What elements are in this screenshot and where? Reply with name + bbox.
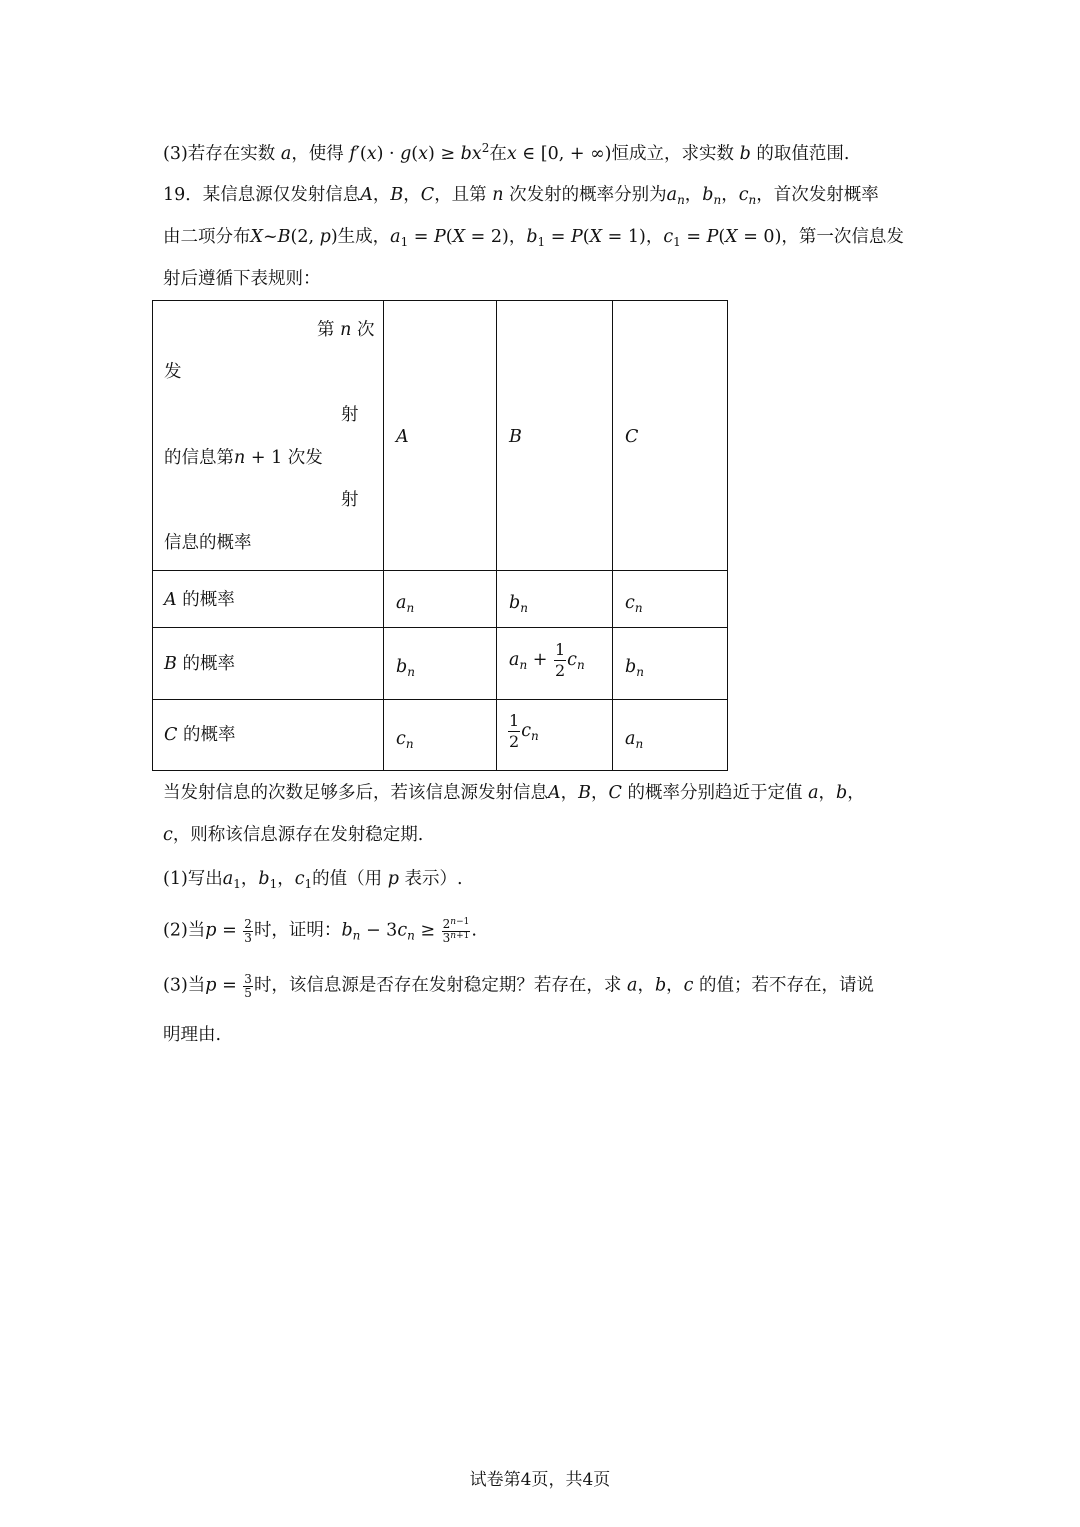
text: 由二项分布	[163, 227, 251, 247]
q19-part3-cont	[163, 1024, 221, 1046]
text: 射	[341, 405, 359, 425]
table-divider	[153, 699, 727, 700]
text: 的值；若不存在，请说	[699, 975, 875, 996]
fraction-three-fifths: $\frac{3}{5}$	[244, 972, 252, 1000]
table-header-corner-line4: 的信息第n + 1 次发	[164, 448, 323, 468]
q19-after-line2: c，则称该信息源存在发射稳定期.	[163, 825, 424, 845]
cell-c-c: $a_n$	[625, 729, 644, 751]
cell-a-a: $a_n$	[396, 593, 415, 615]
cell-c-a: $c_n$	[396, 729, 414, 751]
q19-part2: (2)当p = $\frac{2}{3}$ 时，证明：$b_n - 3c_n$ ≥ $\frac{2^{n-1}}{3^{n+1}}$ .	[163, 917, 477, 945]
cell-a-b: $b_n$	[509, 593, 528, 615]
row-label-b: B 的概率	[164, 654, 235, 674]
text: 生成，	[337, 227, 391, 247]
col-header-c: C	[625, 427, 639, 447]
page-footer: 试卷第4页，共4页	[469, 1470, 611, 1490]
text: 信息的概率	[164, 533, 252, 553]
transition-table	[152, 300, 728, 771]
text: 19．某信息源仅发射信息	[163, 185, 361, 205]
text: 1	[554, 640, 566, 659]
text: 2	[509, 732, 520, 751]
text: ，第一次信息发	[781, 227, 904, 247]
text: (3)若存在实数	[163, 144, 276, 164]
cell-b-c: $b_n$	[625, 657, 644, 679]
text: 的概率分别趋近于定值	[627, 783, 803, 803]
row-label-a: A 的概率	[164, 590, 235, 610]
text: 时，该信息源是否存在发射稳定期？若存在，求	[253, 975, 622, 996]
table-divider	[153, 627, 727, 628]
table-divider	[153, 570, 727, 571]
cell-a-c: $c_n$	[625, 593, 643, 615]
row-label-c: C 的概率	[164, 725, 236, 745]
table-header-corner-line6	[164, 532, 252, 554]
text: 的概率	[182, 590, 235, 610]
table-header-corner-line2	[164, 361, 182, 383]
text: (1)写出	[163, 869, 223, 889]
cell-c-b: $\frac{1}{2}$ $c_n$	[509, 711, 539, 751]
cell-b-b: $a_n$ + $\frac{1}{2}$ $c_n$	[509, 640, 585, 680]
fraction-two-thirds: $\frac{2}{3}$	[244, 917, 252, 945]
text: ，且第	[434, 185, 487, 205]
q19-intro-line2: 由二项分布X~B(2, p)生成，$a_1 = P(X = 2)$，$b_1 = P(X = 1)$，$c_1 = P(X = 0)$，第一次信息发	[163, 227, 904, 249]
text: ，首次发射概率	[756, 185, 879, 205]
col-header-b: B	[509, 427, 522, 447]
text: 射后遵循下表规则：	[163, 269, 321, 289]
text: 明理由.	[163, 1025, 222, 1045]
text: 时，证明：	[253, 920, 342, 941]
text: 射	[341, 490, 359, 510]
text: 次发	[287, 448, 323, 468]
table-header-corner-line3	[341, 404, 359, 426]
text: 的概率	[182, 654, 235, 674]
fraction-half	[508, 713, 520, 750]
text: 第	[317, 320, 335, 340]
text: 表示）.	[404, 869, 463, 889]
text: 1	[509, 711, 520, 730]
text: 恒成立，求实数	[611, 144, 735, 164]
q19-part3: (3)当p = $\frac{3}{5}$ 时，该信息源是否存在发射稳定期？若存在，求 a，b，c 的值；若不存在，请说	[163, 972, 875, 1000]
fraction-power: $\frac{2^{n-1}}{3^{n+1}}$	[442, 917, 470, 945]
text: 次	[356, 320, 375, 340]
q19-part1: (1)写出$a_1$，$b_1$，$c_1$的值（用 p 表示）.	[163, 869, 463, 891]
inequality-formula: $f'(x) \cdot g(x) \ge bx^2$在x ∈ [0, + ∞)	[349, 141, 612, 164]
text: 次发射的概率分别为	[509, 185, 667, 205]
text: 2	[554, 661, 566, 680]
table-header-corner-line5	[341, 489, 359, 511]
q19-after-line1: 当发射信息的次数足够多后，若该信息源发射信息A，B，C 的概率分别趋近于定值 a，b，	[163, 783, 865, 803]
text: 的概率	[182, 725, 236, 745]
fraction-half	[554, 642, 566, 679]
text: ，则称该信息源存在发射稳定期.	[172, 825, 424, 845]
text: 的信息第	[164, 448, 234, 468]
text: 发	[164, 362, 182, 382]
col-header-a: A	[396, 427, 409, 447]
text: (2)当	[163, 920, 206, 941]
cell-b-a: $b_n$	[396, 657, 415, 679]
text: 的值（用	[312, 869, 383, 889]
q19-intro-line1: 19．某信息源仅发射信息A，B，C，且第 n 次发射的概率分别为$a_n$，$b_n$，$c_n$，首次发射概率	[163, 185, 879, 207]
text: 当发射信息的次数足够多后，若该信息源发射信息	[163, 783, 548, 803]
q19-intro-line3	[163, 268, 321, 290]
q18-part3: (3)若存在实数 a，使得 $f'(x) \cdot g(x) \ge bx^2$在x ∈ [0, + ∞)恒成立，求实数 b 的取值范围.	[163, 141, 850, 164]
table-header-corner-line1: 第 n 次	[317, 320, 375, 340]
text: ，使得	[291, 144, 344, 164]
text: 的取值范围.	[756, 144, 850, 164]
text: (3)当	[163, 975, 206, 996]
